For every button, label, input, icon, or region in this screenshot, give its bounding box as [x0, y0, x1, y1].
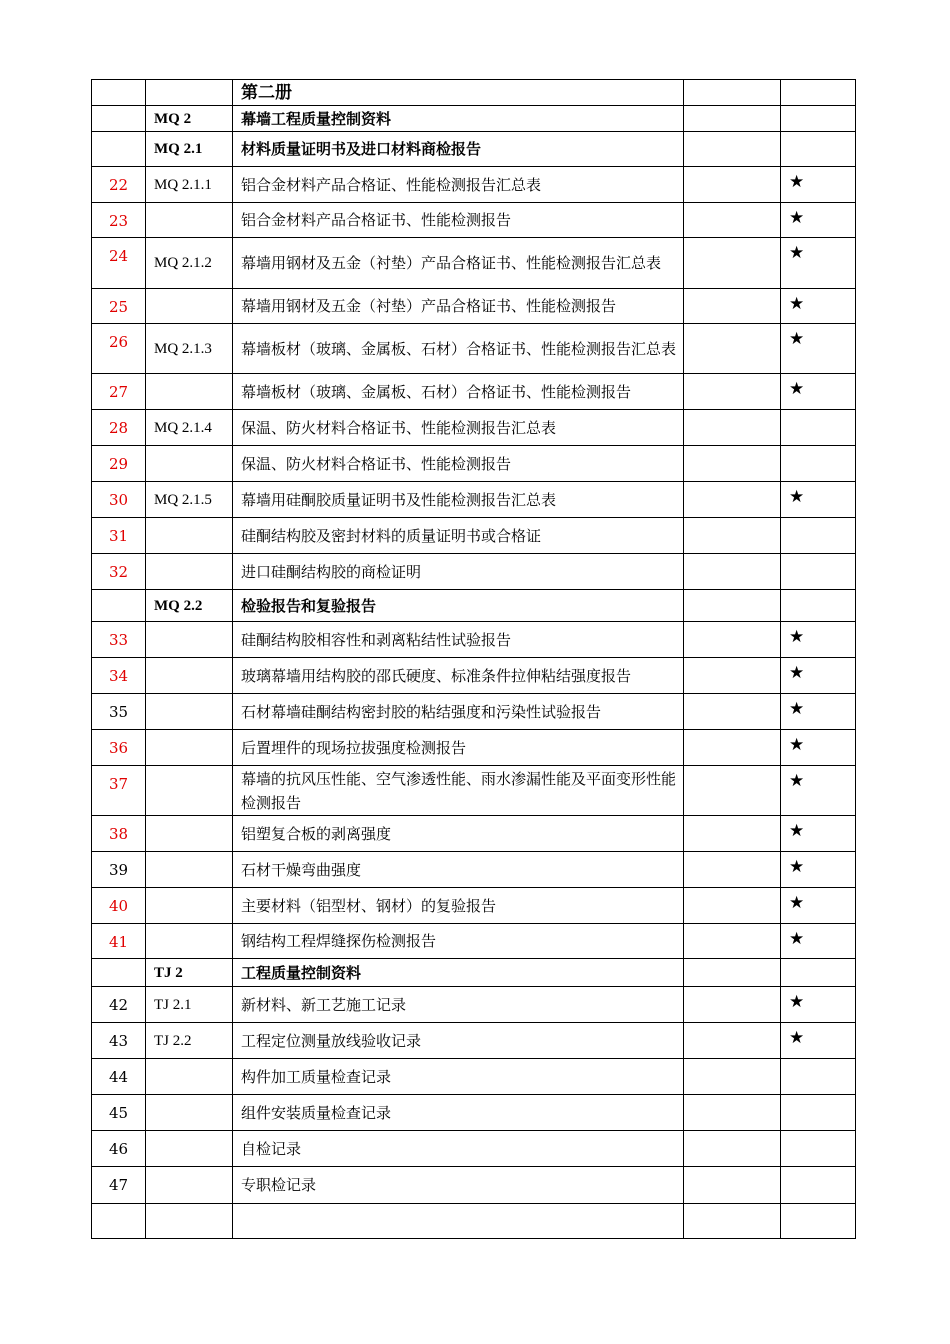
row-number — [92, 132, 146, 167]
row-code: MQ 2.1.2 — [146, 238, 233, 289]
table-row — [92, 238, 856, 289]
row-title: 硅酮结构胶及密封材料的质量证明书或合格证 — [233, 518, 684, 554]
row-title: 保温、防火材料合格证书、性能检测报告汇总表 — [233, 410, 684, 446]
table-row — [92, 410, 856, 446]
row-code: MQ 2.1 — [146, 132, 233, 167]
table-row — [92, 888, 856, 924]
row-title: 硅酮结构胶相容性和剥离粘结性试验报告 — [233, 622, 684, 658]
row-code — [146, 203, 233, 238]
row-code — [146, 622, 233, 658]
blank-cell — [684, 324, 781, 374]
star-mark — [781, 959, 856, 987]
star-mark: ★ — [781, 238, 856, 289]
star-mark: ★ — [781, 730, 856, 766]
table-row — [92, 374, 856, 410]
table-row — [92, 1059, 856, 1095]
row-title: 幕墙工程质量控制资料 — [233, 106, 684, 132]
row-number — [92, 590, 146, 622]
star-mark: ★ — [781, 658, 856, 694]
row-number: 27 — [92, 374, 146, 410]
row-number: 43 — [92, 1023, 146, 1059]
table-row — [92, 203, 856, 238]
star-mark — [781, 518, 856, 554]
table-row — [92, 694, 856, 730]
volume-row — [92, 80, 856, 106]
row-number: 32 — [92, 554, 146, 590]
star-mark: ★ — [781, 987, 856, 1023]
row-code — [146, 888, 233, 924]
star-mark: ★ — [781, 852, 856, 888]
row-code: MQ 2.1.3 — [146, 324, 233, 374]
blank-cell — [684, 106, 781, 132]
star-mark: ★ — [781, 816, 856, 852]
blank-cell — [684, 622, 781, 658]
blank-cell — [684, 924, 781, 959]
row-title: 玻璃幕墙用结构胶的邵氏硬度、标准条件拉伸粘结强度报告 — [233, 658, 684, 694]
star-mark: ★ — [781, 622, 856, 658]
row-number — [92, 80, 146, 106]
row-number: 40 — [92, 888, 146, 924]
table-row — [92, 1204, 856, 1239]
row-code — [146, 852, 233, 888]
table-row — [92, 816, 856, 852]
table-row — [92, 1023, 856, 1059]
row-code — [146, 730, 233, 766]
row-number: 25 — [92, 289, 146, 324]
blank-cell — [684, 658, 781, 694]
table-row — [92, 1131, 856, 1167]
star-mark: ★ — [781, 888, 856, 924]
blank-cell — [684, 518, 781, 554]
row-code — [146, 1095, 233, 1131]
blank-cell — [684, 1167, 781, 1204]
row-code — [146, 658, 233, 694]
table-row — [92, 1095, 856, 1131]
row-number: 31 — [92, 518, 146, 554]
row-code — [146, 766, 233, 816]
row-code — [146, 554, 233, 590]
row-title: 石材幕墙硅酮结构密封胶的粘结强度和污染性试验报告 — [233, 694, 684, 730]
row-number: 45 — [92, 1095, 146, 1131]
row-number: 38 — [92, 816, 146, 852]
star-mark — [781, 80, 856, 106]
star-mark: ★ — [781, 324, 856, 374]
row-number — [92, 1204, 146, 1239]
row-title: 专职检记录 — [233, 1167, 684, 1204]
blank-cell — [684, 374, 781, 410]
blank-cell — [684, 1204, 781, 1239]
row-number: 37 — [92, 766, 146, 816]
blank-cell — [684, 888, 781, 924]
blank-cell — [684, 694, 781, 730]
table-row — [92, 446, 856, 482]
row-code: MQ 2 — [146, 106, 233, 132]
row-code — [146, 289, 233, 324]
row-number: 30 — [92, 482, 146, 518]
blank-cell — [684, 410, 781, 446]
section-row — [92, 590, 856, 622]
star-mark: ★ — [781, 924, 856, 959]
row-code: MQ 2.1.5 — [146, 482, 233, 518]
row-title: 幕墙板材（玻璃、金属板、石材）合格证书、性能检测报告汇总表 — [233, 324, 684, 374]
row-code — [146, 1059, 233, 1095]
row-title: 幕墙的抗风压性能、空气渗透性能、雨水渗漏性能及平面变形性能检测报告 — [233, 766, 684, 816]
row-title: 石材干燥弯曲强度 — [233, 852, 684, 888]
row-code — [146, 1167, 233, 1204]
row-title: 铝塑复合板的剥离强度 — [233, 816, 684, 852]
table-row — [92, 924, 856, 959]
table-row — [92, 167, 856, 203]
blank-cell — [684, 1131, 781, 1167]
star-mark: ★ — [781, 374, 856, 410]
table-row — [92, 324, 856, 374]
row-number: 34 — [92, 658, 146, 694]
blank-cell — [684, 167, 781, 203]
star-mark — [781, 1204, 856, 1239]
row-title: 钢结构工程焊缝探伤检测报告 — [233, 924, 684, 959]
star-mark: ★ — [781, 167, 856, 203]
blank-cell — [684, 959, 781, 987]
row-title: 工程定位测量放线验收记录 — [233, 1023, 684, 1059]
row-title: 材料质量证明书及进口材料商检报告 — [233, 132, 684, 167]
blank-cell — [684, 554, 781, 590]
star-mark — [781, 1059, 856, 1095]
table-row — [92, 658, 856, 694]
table-row — [92, 730, 856, 766]
row-title: 铝合金材料产品合格证、性能检测报告汇总表 — [233, 167, 684, 203]
table-row — [92, 622, 856, 658]
blank-cell — [684, 446, 781, 482]
row-title: 进口硅酮结构胶的商检证明 — [233, 554, 684, 590]
row-title: 第二册 — [233, 80, 684, 106]
row-number: 36 — [92, 730, 146, 766]
star-mark — [781, 446, 856, 482]
row-title: 构件加工质量检查记录 — [233, 1059, 684, 1095]
star-mark: ★ — [781, 289, 856, 324]
row-title — [233, 1204, 684, 1239]
table-row — [92, 766, 856, 816]
table-row — [92, 554, 856, 590]
row-number: 39 — [92, 852, 146, 888]
row-title: 幕墙用钢材及五金（衬垫）产品合格证书、性能检测报告汇总表 — [233, 238, 684, 289]
blank-cell — [684, 1023, 781, 1059]
row-number: 24 — [92, 238, 146, 289]
row-code — [146, 1204, 233, 1239]
row-title: 组件安装质量检查记录 — [233, 1095, 684, 1131]
row-title: 新材料、新工艺施工记录 — [233, 987, 684, 1023]
star-mark — [781, 1131, 856, 1167]
row-code — [146, 1131, 233, 1167]
row-title: 检验报告和复验报告 — [233, 590, 684, 622]
row-number: 47 — [92, 1167, 146, 1204]
blank-cell — [684, 1095, 781, 1131]
star-mark — [781, 554, 856, 590]
row-number: 33 — [92, 622, 146, 658]
row-code: TJ 2 — [146, 959, 233, 987]
row-title: 幕墙用钢材及五金（衬垫）产品合格证书、性能检测报告 — [233, 289, 684, 324]
blank-cell — [684, 80, 781, 106]
table-row — [92, 987, 856, 1023]
star-mark — [781, 132, 856, 167]
row-code: MQ 2.1.1 — [146, 167, 233, 203]
row-code — [146, 374, 233, 410]
row-number: 26 — [92, 324, 146, 374]
row-number: 23 — [92, 203, 146, 238]
star-mark: ★ — [781, 1023, 856, 1059]
row-title: 主要材料（铝型材、钢材）的复验报告 — [233, 888, 684, 924]
row-title: 工程质量控制资料 — [233, 959, 684, 987]
section-row — [92, 106, 856, 132]
row-number: 44 — [92, 1059, 146, 1095]
table-row — [92, 482, 856, 518]
row-number: 22 — [92, 167, 146, 203]
row-number: 28 — [92, 410, 146, 446]
blank-cell — [684, 238, 781, 289]
row-number: 29 — [92, 446, 146, 482]
table-row — [92, 289, 856, 324]
star-mark: ★ — [781, 766, 856, 816]
row-code — [146, 80, 233, 106]
section-row — [92, 132, 856, 167]
star-mark — [781, 410, 856, 446]
row-title: 自检记录 — [233, 1131, 684, 1167]
star-mark — [781, 590, 856, 622]
blank-cell — [684, 852, 781, 888]
row-code — [146, 518, 233, 554]
table-row — [92, 518, 856, 554]
row-number: 41 — [92, 924, 146, 959]
row-code — [146, 924, 233, 959]
blank-cell — [684, 482, 781, 518]
row-number: 42 — [92, 987, 146, 1023]
row-code: MQ 2.1.4 — [146, 410, 233, 446]
table-row — [92, 1167, 856, 1204]
star-mark: ★ — [781, 694, 856, 730]
star-mark — [781, 1167, 856, 1204]
row-title: 幕墙用硅酮胶质量证明书及性能检测报告汇总表 — [233, 482, 684, 518]
row-title: 保温、防火材料合格证书、性能检测报告 — [233, 446, 684, 482]
row-title: 后置埋件的现场拉拔强度检测报告 — [233, 730, 684, 766]
blank-cell — [684, 1059, 781, 1095]
blank-cell — [684, 203, 781, 238]
row-number — [92, 106, 146, 132]
row-title: 幕墙板材（玻璃、金属板、石材）合格证书、性能检测报告 — [233, 374, 684, 410]
row-code: TJ 2.2 — [146, 1023, 233, 1059]
row-code — [146, 446, 233, 482]
star-mark: ★ — [781, 203, 856, 238]
star-mark — [781, 1095, 856, 1131]
section-row — [92, 959, 856, 987]
blank-cell — [684, 987, 781, 1023]
blank-cell — [684, 590, 781, 622]
row-code — [146, 816, 233, 852]
document-index-table — [91, 79, 856, 1239]
blank-cell — [684, 730, 781, 766]
star-mark — [781, 106, 856, 132]
row-code: MQ 2.2 — [146, 590, 233, 622]
row-number: 46 — [92, 1131, 146, 1167]
blank-cell — [684, 132, 781, 167]
row-code — [146, 694, 233, 730]
blank-cell — [684, 289, 781, 324]
blank-cell — [684, 816, 781, 852]
row-number — [92, 959, 146, 987]
row-number: 35 — [92, 694, 146, 730]
blank-cell — [684, 766, 781, 816]
table-row — [92, 852, 856, 888]
row-code: TJ 2.1 — [146, 987, 233, 1023]
row-title: 铝合金材料产品合格证书、性能检测报告 — [233, 203, 684, 238]
star-mark: ★ — [781, 482, 856, 518]
